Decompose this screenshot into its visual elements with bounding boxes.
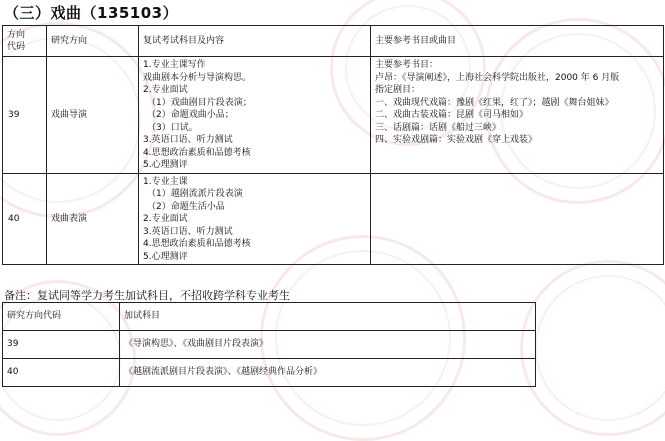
list-item: 3.英语口语、听力测试 [143, 135, 233, 145]
direction-code: 40 [3, 173, 47, 265]
exam-subject-list [139, 57, 371, 174]
list-item: （1）越剧流派片段表演 [147, 189, 243, 199]
table-row [3, 173, 664, 265]
section-title: （三）戏曲（135103） [4, 4, 179, 22]
header-direction-code: 研究方向代码 [3, 303, 120, 331]
header-exam-subjects: 复试考试科目及内容 [139, 26, 371, 57]
additional-subjects: 《越剧流派剧目片段表演》、《越剧经典作品分析》 [120, 359, 536, 387]
additional-subjects: 《导演构思》、《戏曲剧目片段表演》 [120, 331, 536, 359]
list-item: （1）戏曲剧目片段表演； [147, 97, 252, 108]
table-row [3, 57, 664, 174]
direction-code: 39 [3, 57, 47, 174]
list-item: 指定剧目： [375, 85, 421, 95]
list-item: 2.专业面试 [143, 85, 188, 95]
list-item: 1.专业主课 [143, 176, 188, 187]
list-item: 三、话剧篇：话剧《船过三峡》 [375, 122, 502, 133]
list-item: 卢昂：《导演阐述》，上海社会科学院出版社，2000 年 6 月版 [375, 72, 620, 83]
list-item: 2.专业面试 [143, 214, 188, 224]
header-additional-subjects: 加试科目 [120, 303, 536, 331]
list-item: 一、戏曲现代戏篇：豫剧《红果，红了》；越剧《舞台姐妹》 [375, 97, 614, 108]
header-direction-code: 方向 代码 [3, 26, 47, 57]
list-item: （2）命题戏曲小品； [147, 110, 234, 120]
research-direction: 戏曲表演 [47, 173, 139, 265]
watermark-seal [520, 260, 665, 436]
header-reference-books: 主要参考书目或曲目 [371, 26, 664, 57]
list-item: 主要参考书目： [375, 60, 439, 70]
list-item: 4.思想政治素质和品德考核 [143, 239, 251, 249]
list-item: 1.专业主课写作 [143, 60, 206, 70]
list-item: 4.思想政治素质和品德考核 [143, 147, 251, 158]
list-item: （2）命题生活小品 [147, 201, 225, 212]
direction-code: 39 [3, 331, 120, 359]
list-item: 5.心理测评 [143, 160, 188, 170]
list-item: 3.英语口语、听力测试 [143, 226, 233, 237]
list-item: 5.心理测评 [143, 251, 188, 262]
table-row [3, 359, 536, 387]
list-item: 二、戏曲古装戏篇：昆剧《司马相如》 [375, 110, 529, 120]
list-item: （3）口试。 [147, 122, 198, 133]
remark-note: 备注：复试同等学力考生加试科目，不招收跨学科专业考生 [4, 289, 290, 302]
table-header-row [3, 303, 536, 331]
table-header-row [3, 26, 664, 57]
list-item: 戏曲剧本分析与导演构思。 [143, 72, 252, 83]
list-item: 四、实验戏剧篇：实验戏剧《穿上戏装》 [375, 135, 538, 145]
additional-subjects-table [2, 302, 536, 387]
table-row [3, 331, 536, 359]
direction-code: 40 [3, 359, 120, 387]
header-research-direction: 研究方向 [47, 26, 139, 57]
exam-subjects-table [2, 25, 664, 265]
reference-list-empty [371, 173, 664, 265]
research-direction: 戏曲导演 [47, 57, 139, 174]
reference-list [371, 57, 664, 174]
exam-subject-list [139, 173, 371, 265]
